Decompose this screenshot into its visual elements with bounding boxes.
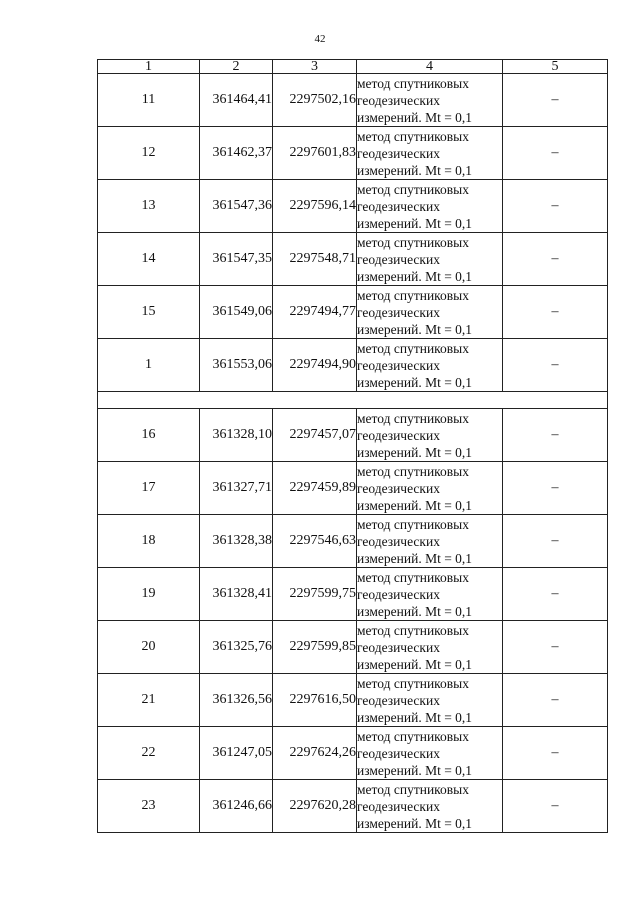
- note-cell: –: [503, 621, 608, 674]
- table-row: [98, 462, 608, 515]
- method-text-line: измерений. Mt = 0,1: [357, 444, 473, 460]
- method-text-line: метод спутниковых: [357, 569, 469, 585]
- method-text-line: геодезических: [357, 533, 440, 549]
- x-coordinate-cell: 361547,35: [200, 233, 273, 286]
- method-text-line: измерений. Mt = 0,1: [357, 268, 473, 284]
- method-cell: [357, 462, 503, 515]
- method-text-line: метод спутниковых: [357, 234, 469, 250]
- x-coordinate-cell: 361246,66: [200, 780, 273, 833]
- x-coordinate-cell: 361547,36: [200, 180, 273, 233]
- method-cell: [357, 339, 503, 392]
- x-coordinate-cell: 361553,06: [200, 339, 273, 392]
- x-coordinate-cell: 361462,37: [200, 127, 273, 180]
- table-row: [98, 74, 608, 127]
- point-number-cell: 1: [98, 339, 200, 392]
- method-text-line: измерений. Mt = 0,1: [357, 374, 473, 390]
- note-cell: –: [503, 674, 608, 727]
- method-text-line: геодезических: [357, 145, 440, 161]
- column-header: 3: [273, 60, 357, 74]
- table-row: [98, 286, 608, 339]
- method-text-line: геодезических: [357, 357, 440, 373]
- table-row: [98, 127, 608, 180]
- method-text-line: измерений. Mt = 0,1: [357, 215, 473, 231]
- note-cell: –: [503, 339, 608, 392]
- method-text-line: метод спутниковых: [357, 287, 469, 303]
- method-cell: [357, 515, 503, 568]
- y-coordinate-cell: 2297624,26: [273, 727, 357, 780]
- method-text-line: геодезических: [357, 692, 440, 708]
- y-coordinate-cell: 2297601,83: [273, 127, 357, 180]
- coordinates-table: [97, 59, 608, 833]
- method-text-line: геодезических: [357, 798, 440, 814]
- method-text-line: геодезических: [357, 745, 440, 761]
- method-text-line: измерений. Mt = 0,1: [357, 550, 473, 566]
- note-cell: –: [503, 409, 608, 462]
- method-text-line: метод спутниковых: [357, 781, 469, 797]
- x-coordinate-cell: 361328,41: [200, 568, 273, 621]
- x-coordinate-cell: 361549,06: [200, 286, 273, 339]
- point-number-cell: 12: [98, 127, 200, 180]
- method-text-line: геодезических: [357, 639, 440, 655]
- y-coordinate-cell: 2297459,89: [273, 462, 357, 515]
- point-number-cell: 20: [98, 621, 200, 674]
- point-number-cell: 14: [98, 233, 200, 286]
- point-number-cell: 13: [98, 180, 200, 233]
- y-coordinate-cell: 2297599,85: [273, 621, 357, 674]
- table-row: [98, 568, 608, 621]
- method-cell: [357, 233, 503, 286]
- method-text-line: измерений. Mt = 0,1: [357, 497, 473, 513]
- method-text-line: метод спутниковых: [357, 75, 469, 91]
- method-text-line: геодезических: [357, 251, 440, 267]
- method-text-line: измерений. Mt = 0,1: [357, 709, 473, 725]
- separator-row: [98, 392, 608, 409]
- y-coordinate-cell: 2297616,50: [273, 674, 357, 727]
- table-header-row: [98, 60, 608, 74]
- x-coordinate-cell: 361247,05: [200, 727, 273, 780]
- method-text-line: измерений. Mt = 0,1: [357, 762, 473, 778]
- note-cell: –: [503, 462, 608, 515]
- method-text-line: метод спутниковых: [357, 410, 469, 426]
- note-cell: –: [503, 727, 608, 780]
- table-row: [98, 409, 608, 462]
- method-text-line: измерений. Mt = 0,1: [357, 656, 473, 672]
- table-row: [98, 727, 608, 780]
- column-header: 4: [357, 60, 503, 74]
- page-number: 42: [314, 33, 326, 45]
- method-cell: [357, 780, 503, 833]
- method-cell: [357, 621, 503, 674]
- column-header: 2: [200, 60, 273, 74]
- table-row: [98, 674, 608, 727]
- y-coordinate-cell: 2297494,90: [273, 339, 357, 392]
- point-number-cell: 11: [98, 74, 200, 127]
- method-text-line: метод спутниковых: [357, 128, 469, 144]
- point-number-cell: 19: [98, 568, 200, 621]
- method-text-line: измерений. Mt = 0,1: [357, 815, 473, 831]
- table-body: [98, 74, 608, 833]
- y-coordinate-cell: 2297596,14: [273, 180, 357, 233]
- column-header: 1: [98, 60, 200, 74]
- method-text-line: метод спутниковых: [357, 728, 469, 744]
- method-text-line: метод спутниковых: [357, 463, 469, 479]
- y-coordinate-cell: 2297548,71: [273, 233, 357, 286]
- method-cell: [357, 286, 503, 339]
- method-cell: [357, 409, 503, 462]
- note-cell: –: [503, 568, 608, 621]
- note-cell: –: [503, 780, 608, 833]
- x-coordinate-cell: 361464,41: [200, 74, 273, 127]
- table-row: [98, 515, 608, 568]
- table-row: [98, 780, 608, 833]
- column-header: 5: [503, 60, 608, 74]
- y-coordinate-cell: 2297457,07: [273, 409, 357, 462]
- method-cell: [357, 727, 503, 780]
- point-number-cell: 15: [98, 286, 200, 339]
- separator-cell: [98, 392, 608, 409]
- point-number-cell: 17: [98, 462, 200, 515]
- y-coordinate-cell: 2297599,75: [273, 568, 357, 621]
- method-text-line: геодезических: [357, 92, 440, 108]
- note-cell: –: [503, 127, 608, 180]
- y-coordinate-cell: 2297620,28: [273, 780, 357, 833]
- method-text-line: измерений. Mt = 0,1: [357, 321, 473, 337]
- point-number-cell: 16: [98, 409, 200, 462]
- x-coordinate-cell: 361325,76: [200, 621, 273, 674]
- point-number-cell: 21: [98, 674, 200, 727]
- method-cell: [357, 568, 503, 621]
- y-coordinate-cell: 2297502,16: [273, 74, 357, 127]
- method-text-line: геодезических: [357, 480, 440, 496]
- x-coordinate-cell: 361327,71: [200, 462, 273, 515]
- note-cell: –: [503, 74, 608, 127]
- table-row: [98, 180, 608, 233]
- method-text-line: метод спутниковых: [357, 181, 469, 197]
- method-cell: [357, 180, 503, 233]
- method-text-line: измерений. Mt = 0,1: [357, 603, 473, 619]
- method-text-line: геодезических: [357, 304, 440, 320]
- method-text-line: измерений. Mt = 0,1: [357, 162, 473, 178]
- table-row: [98, 339, 608, 392]
- method-text-line: геодезических: [357, 427, 440, 443]
- x-coordinate-cell: 361328,10: [200, 409, 273, 462]
- table-row: [98, 621, 608, 674]
- note-cell: –: [503, 286, 608, 339]
- method-text-line: метод спутниковых: [357, 516, 469, 532]
- table-row: [98, 233, 608, 286]
- point-number-cell: 22: [98, 727, 200, 780]
- note-cell: –: [503, 233, 608, 286]
- method-text-line: метод спутниковых: [357, 622, 469, 638]
- point-number-cell: 18: [98, 515, 200, 568]
- x-coordinate-cell: 361326,56: [200, 674, 273, 727]
- method-text-line: геодезических: [357, 198, 440, 214]
- point-number-cell: 23: [98, 780, 200, 833]
- method-cell: [357, 674, 503, 727]
- method-text-line: измерений. Mt = 0,1: [357, 109, 473, 125]
- y-coordinate-cell: 2297546,63: [273, 515, 357, 568]
- x-coordinate-cell: 361328,38: [200, 515, 273, 568]
- y-coordinate-cell: 2297494,77: [273, 286, 357, 339]
- method-cell: [357, 127, 503, 180]
- method-text-line: метод спутниковых: [357, 340, 469, 356]
- method-text-line: метод спутниковых: [357, 675, 469, 691]
- method-cell: [357, 74, 503, 127]
- method-text-line: геодезических: [357, 586, 440, 602]
- note-cell: –: [503, 515, 608, 568]
- note-cell: –: [503, 180, 608, 233]
